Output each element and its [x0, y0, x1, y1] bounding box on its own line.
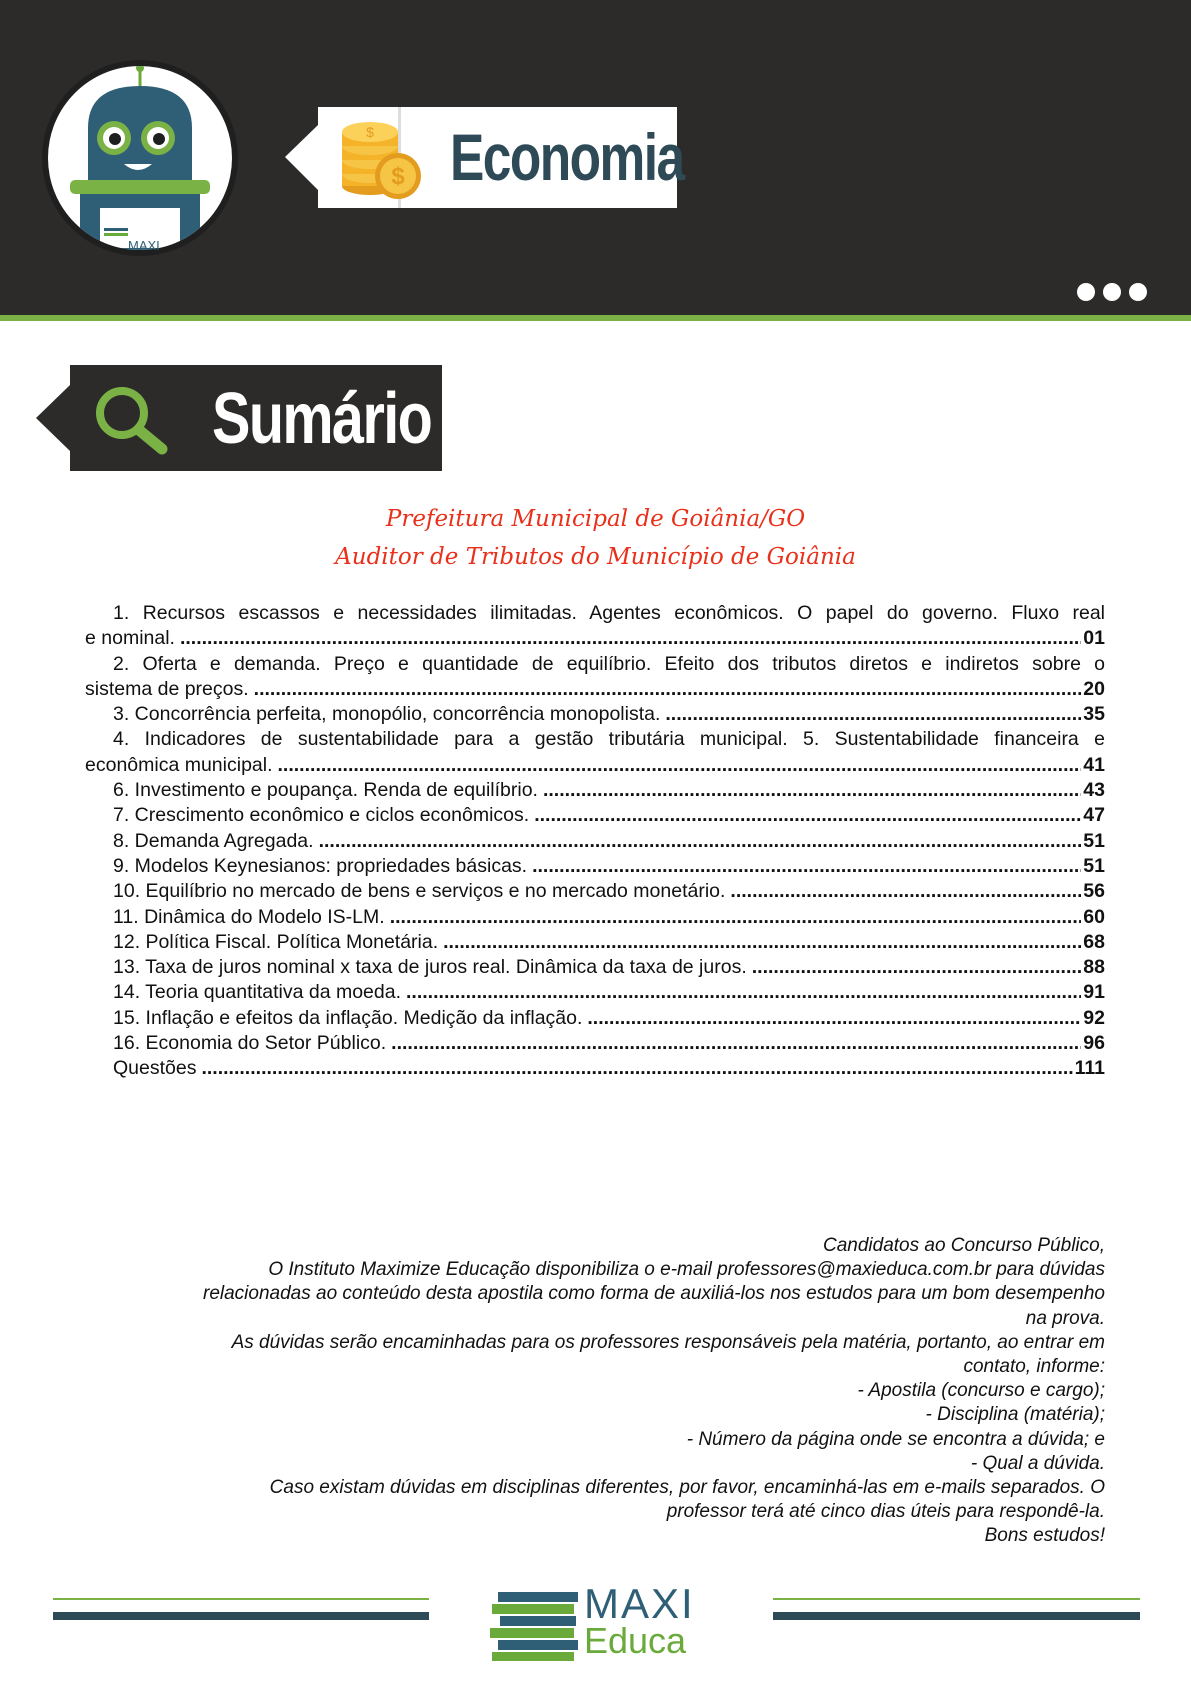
- toc-page-number: 88: [1083, 956, 1105, 979]
- mascot-badge-label: MAXI: [128, 238, 160, 253]
- toc-dot-leader: [254, 677, 1082, 702]
- toc-entry-text: Questões: [113, 1057, 197, 1080]
- toc-entry-text: e nominal.: [85, 627, 175, 650]
- footer-logo-educa: Educa: [584, 1620, 687, 1661]
- toc-entry: [85, 727, 1105, 778]
- table-of-contents: [85, 601, 1105, 1082]
- toc-dot-leader: [278, 753, 1082, 778]
- toc-dot-leader: [391, 1031, 1081, 1056]
- footer-accent-line-left: [53, 1598, 429, 1600]
- toc-entry-text: 16. Economia do Setor Público.: [113, 1032, 387, 1055]
- contact-note-line: O Instituto Maximize Educação disponibiliza o e-mail professores@maxieduca.com.br para dúvidas: [268, 1259, 1105, 1281]
- institution-subtitle: Prefeitura Municipal de Goiânia/GO: [385, 506, 806, 532]
- contact-note-line: na prova.: [1025, 1307, 1105, 1329]
- toc-page-number: 91: [1083, 981, 1105, 1004]
- toc-entry-text: econômica municipal.: [85, 753, 273, 776]
- contact-note-line: professor terá até cinco dias úteis para respondê-la.: [666, 1501, 1105, 1523]
- contact-note-line: relacionadas ao conteúdo desta apostila como forma de auxiliá-los nos estudos para um bom desempenho: [203, 1283, 1105, 1305]
- toc-page-number: 111: [1074, 1057, 1105, 1080]
- footer-bar-left: [53, 1612, 429, 1620]
- toc-page-number: 51: [1083, 854, 1105, 877]
- toc-page-number: 68: [1083, 930, 1105, 953]
- toc-page-number: 20: [1083, 677, 1105, 700]
- toc-entry-text: 3. Concorrência perfeita, monopólio, concorrência monopolista.: [113, 703, 661, 726]
- toc-entry-text: 9. Modelos Keynesianos: propriedades básicas.: [113, 854, 528, 877]
- magnifier-icon: [92, 383, 172, 455]
- toc-dot-leader: [587, 1006, 1081, 1031]
- toc-entry-text: 13. Taxa de juros nominal x taxa de juros real. Dinâmica da taxa de juros.: [113, 956, 747, 979]
- toc-dot-leader: [543, 778, 1081, 803]
- toc-entry: [85, 1031, 1105, 1056]
- toc-entry-text-line1: 1. Recursos escassos e necessidades ilimitadas. Agentes econômicos. O papel do governo. Fluxo real: [113, 602, 1105, 624]
- toc-entry-text: 7. Crescimento econômico e ciclos econômicos.: [113, 804, 530, 827]
- toc-page-number: 96: [1083, 1032, 1105, 1055]
- toc-entry: [85, 601, 1105, 652]
- contact-note-line: Candidatos ao Concurso Público,: [822, 1235, 1105, 1256]
- toc-page-number: 56: [1083, 880, 1105, 903]
- subject-title: Economia: [450, 120, 684, 194]
- footer-bar-right: [773, 1612, 1140, 1620]
- toc-dot-leader: [665, 702, 1081, 727]
- toc-page-number: 35: [1083, 703, 1105, 726]
- toc-dot-leader: [180, 626, 1081, 651]
- toc-entry: [85, 1006, 1105, 1031]
- robot-mascot-icon: [40, 58, 240, 258]
- toc-page-number: 60: [1083, 905, 1105, 928]
- toc-entry-text: 15. Inflação e efeitos da inflação. Medição da inflação.: [113, 1006, 583, 1029]
- toc-entry-text: 6. Investimento e poupança. Renda de equilíbrio.: [113, 779, 538, 802]
- toc-page-number: 47: [1083, 804, 1105, 827]
- toc-dot-leader: [319, 829, 1082, 854]
- toc-page-number: 01: [1083, 627, 1105, 650]
- contact-note-line: Bons estudos!: [984, 1525, 1105, 1547]
- contact-note-line: As dúvidas serão encaminhadas para os professores responsáveis pela matéria, portanto, ao entrar em: [231, 1331, 1105, 1353]
- header-divider: [0, 315, 1191, 321]
- toc-page-number: 43: [1083, 779, 1105, 802]
- toc-entry-text: 10. Equilíbrio no mercado de bens e serviços e no mercado monetário.: [113, 880, 726, 903]
- position-subtitle: Auditor de Tributos do Município de Goiânia: [335, 544, 856, 570]
- toc-entry-text-line1: 4. Indicadores de sustentabilidade para a gestão tributária municipal. 5. Sustentabilidade financeira e: [113, 728, 1105, 751]
- toc-dot-leader: [201, 1056, 1072, 1081]
- toc-entry: [85, 879, 1105, 904]
- toc-entry: [85, 652, 1105, 703]
- svg-text:$: $: [391, 163, 405, 190]
- contact-note-line: contato, informe:: [963, 1356, 1105, 1378]
- toc-entry: [85, 1056, 1105, 1081]
- contact-note-line: - Apostila (concurso e cargo);: [857, 1380, 1105, 1402]
- summary-title: Sumário: [212, 379, 432, 459]
- toc-page-number: 92: [1083, 1006, 1105, 1029]
- contact-note-line: Caso existam dúvidas em disciplinas diferentes, por favor, encaminhá-las em e-mails separados. O: [269, 1477, 1105, 1499]
- toc-entry: [85, 702, 1105, 727]
- contact-note-line: - Qual a dúvida.: [970, 1452, 1105, 1474]
- toc-entry: [85, 980, 1105, 1005]
- contact-note: [95, 1234, 1105, 1549]
- toc-entry-text: 12. Política Fiscal. Política Monetária.: [113, 930, 439, 953]
- more-dots-icon: [1076, 282, 1148, 302]
- toc-page-number: 51: [1083, 829, 1105, 852]
- footer-accent-line-right: [773, 1598, 1140, 1600]
- toc-entry-text: 14. Teoria quantitativa da moeda.: [113, 981, 402, 1004]
- toc-entry-text: sistema de preços.: [85, 677, 249, 700]
- toc-dot-leader: [730, 879, 1081, 904]
- toc-dot-leader: [534, 803, 1081, 828]
- toc-entry: [85, 905, 1105, 930]
- toc-entry: [85, 854, 1105, 879]
- contact-note-line: - Disciplina (matéria);: [925, 1404, 1105, 1426]
- books-logo-icon: [488, 1590, 580, 1662]
- toc-entry: [85, 930, 1105, 955]
- toc-entry: [85, 955, 1105, 980]
- toc-dot-leader: [406, 980, 1081, 1005]
- toc-dot-leader: [752, 955, 1082, 980]
- toc-entry: [85, 803, 1105, 828]
- footer-logo-maxi: MAXI: [584, 1580, 695, 1627]
- toc-entry-text: 8. Demanda Agregada.: [113, 829, 314, 852]
- toc-entry: [85, 829, 1105, 854]
- toc-dot-leader: [532, 854, 1081, 879]
- toc-dot-leader: [443, 930, 1081, 955]
- toc-dot-leader: [390, 905, 1082, 930]
- coins-icon: [336, 112, 426, 204]
- svg-text:$: $: [366, 124, 374, 140]
- toc-entry-text: 11. Dinâmica do Modelo IS-LM.: [113, 905, 385, 928]
- toc-page-number: 41: [1083, 753, 1105, 776]
- contact-note-line: - Número da página onde se encontra a dúvida; e: [686, 1428, 1105, 1450]
- toc-entry-text-line1: 2. Oferta e demanda. Preço e quantidade de equilíbrio. Efeito dos tributos diretos e indiretos sobre o: [113, 652, 1105, 675]
- toc-entry: [85, 778, 1105, 803]
